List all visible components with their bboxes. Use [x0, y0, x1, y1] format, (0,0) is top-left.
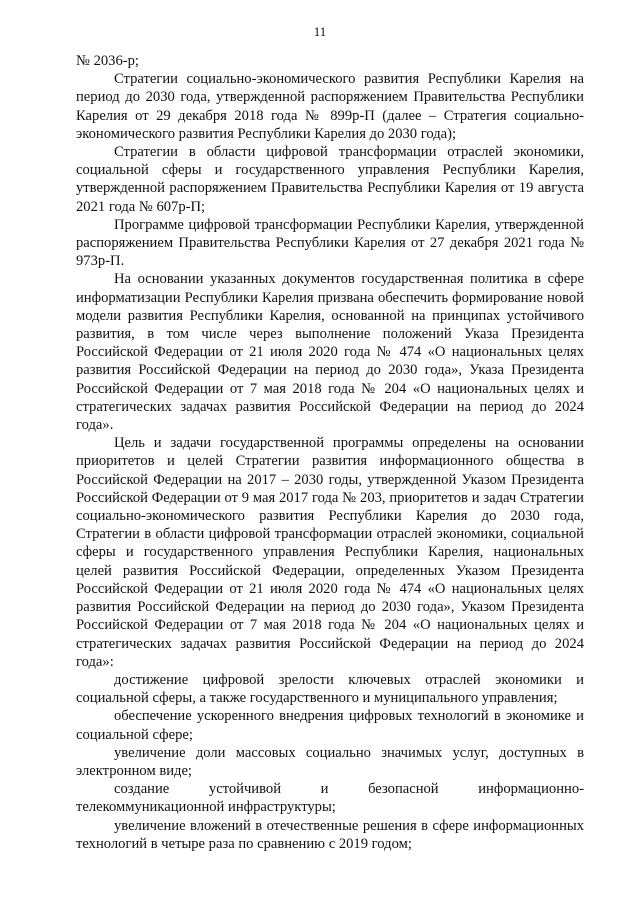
list-item-electronic-services: увеличение доли массовых социально значимых услуг, доступных в электронном виде; — [76, 744, 584, 779]
list-item-domestic-solutions: увеличение вложений в отечественные решения в сфере информационных технологий в четыре раза по сравнению с 2019 годом; — [76, 817, 584, 852]
page-number: 11 — [313, 24, 327, 39]
paragraph-socioeconomic-strategy: Стратегии социально-экономического развития Республики Карелия на период до 2030 года, утвержденной распоряжением Правительства Республики Карелия от 29 декабря 2018 года № 899р-П (далее – Стратегия социально-экономического развития Республики Карелия до 2030 года); — [76, 71, 584, 142]
list-item-accelerated-implementation: обеспечение ускоренного внедрения цифровых технологий в экономике и социальной сфере; — [76, 708, 584, 743]
list-item-digital-maturity: достижение цифровой зрелости ключевых отраслей экономики и социальной сферы, а также государственного и муниципального управления; — [76, 671, 584, 707]
document-body — [76, 52, 584, 853]
paragraph-digital-transformation-program: Программе цифровой трансформации Республики Карелия, утвержденной распоряжением Правительства Республики Карелия от 27 декабря 2021 года № 973р-П. — [76, 216, 584, 270]
paragraph-digital-transformation-strategy: Стратегии в области цифровой трансформации отраслей экономики, социальной сферы и государственного управления Республики Карелия, утвержденной распоряжением Правительства Республики Карелия от 19 августа 2021 года № 607р-П; — [76, 144, 584, 215]
paragraph-state-policy: На основании указанных документов государственная политика в сфере информатизации Республики Карелия призвана обеспечить формирование новой модели развития Республики Карелия, основанной на принципах устойчивого развития, в том числе через выполнение положений Указа Президента Российской Федерации от 21 июля 2020 года № 474 «О национальных целях развития Российской Федерации на период до 2030 года», Указа Президента Российской Федерации от 7 мая 2018 года № 204 «О национальных целях и стратегических задачах развития Российской Федерации на период до 2024 года». — [76, 271, 584, 434]
paragraph-goals-and-tasks: Цель и задачи государственной программы определены на основании приоритетов и целей Стратегии развития информационного общества в Российской Федерации на 2017 – 2030 годы, утвержденной Указом Президента Российской Федерации от 9 мая 2017 года № 203, приоритетов и задач Стратегии социально-экономического развития Республики Карелия до 2030 года, Стратегии в области цифровой трансформации отраслей экономики, социальной сферы и государственного управления Республики Карелия, национальных целей развития Российской Федерации, определенных Указом Президента Российской Федерации от 21 июля 2020 года № 474 «О национальных целях развития Российской Федерации на период до 2030 года», Указом Президента Российской Федерации от 7 мая 2018 года № 204 «О национальных целях и стратегических задачах развития Российской Федерации на период до 2024 года»: — [76, 435, 584, 670]
paragraph-decree-number: № 2036-р; — [76, 53, 139, 69]
list-item-infrastructure: создание устойчивой и безопасной информационно-телекоммуникационной инфраструктуры; — [76, 781, 584, 816]
